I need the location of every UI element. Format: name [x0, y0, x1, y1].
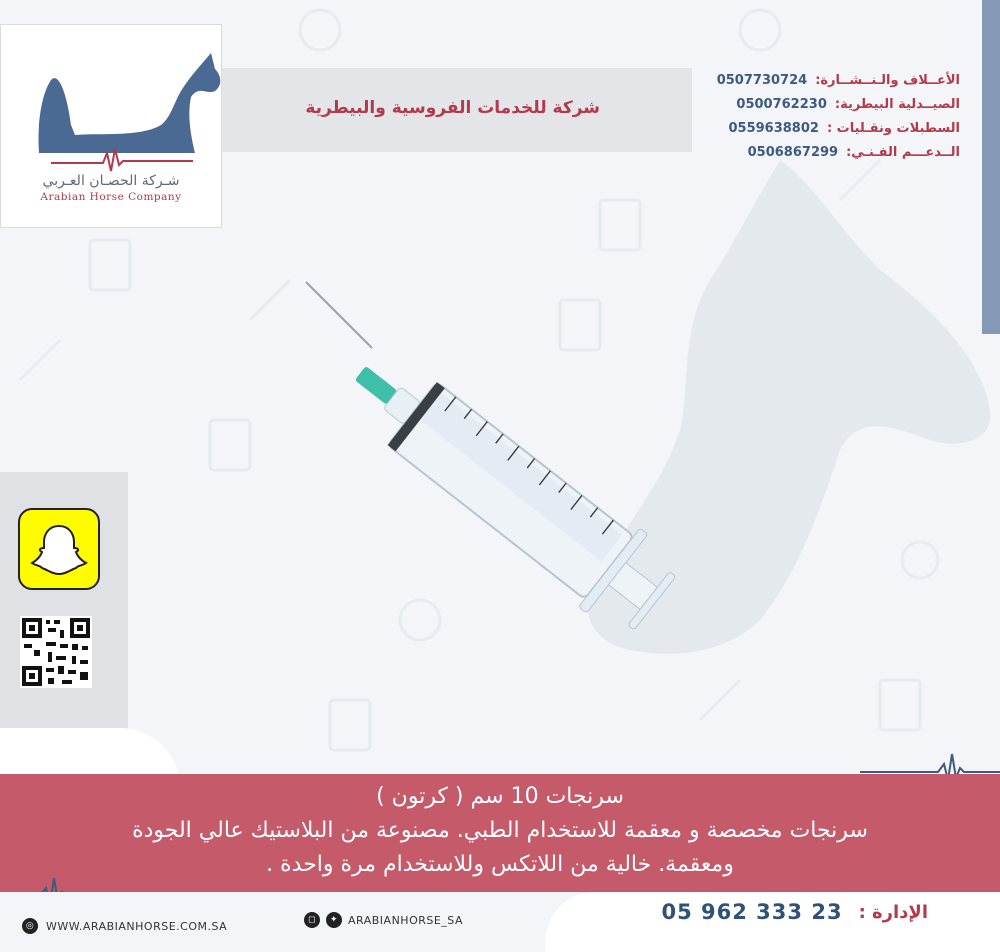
- website-link[interactable]: [22, 918, 227, 934]
- product-title: سرنجات 10 سم ( كرتون ): [376, 784, 624, 809]
- globe-icon: ◎: [22, 918, 38, 934]
- admin-phone-number: 05 962 333 23: [661, 900, 843, 924]
- contact-label: السطبلات ونقـليات :: [826, 120, 960, 136]
- contact-number: 0500762230: [736, 96, 827, 112]
- contact-row-pharmacy[interactable]: [660, 92, 960, 116]
- horse-logo-icon: [1, 25, 223, 175]
- company-logo: [0, 24, 222, 228]
- admin-contact[interactable]: [662, 900, 929, 924]
- instagram-icon: ◻: [304, 912, 320, 928]
- company-title-band: [222, 68, 692, 152]
- social-handle-link[interactable]: [304, 912, 463, 928]
- contact-row-feed[interactable]: [660, 68, 960, 92]
- product-description: سرنجات مخصصة و معقمة للاستخدام الطبي. مصنوعة من البلاستيك عالي الجودة: [132, 818, 868, 843]
- snapchat-icon: [20, 510, 98, 588]
- contact-number: 0506867299: [747, 144, 839, 160]
- contact-number: 0559638802: [728, 120, 819, 136]
- contact-number: 0507730724: [716, 72, 808, 88]
- right-accent-strip: [982, 0, 1000, 334]
- contact-row-stables[interactable]: [660, 116, 960, 140]
- website-url: WWW.ARABIANHORSE.COM.SA: [46, 919, 228, 933]
- logo-english-name: Arabian Horse Company: [40, 191, 182, 203]
- company-title: شركة للخدمات الفروسية والبيطرية: [305, 98, 600, 118]
- product-description-continued: ومعقمة. خالية من اللاتكس وللاستخدام مرة واحدة .: [266, 852, 734, 877]
- contact-row-support[interactable]: [660, 140, 960, 164]
- contact-label: الصيــدلية البيطرية:: [834, 96, 960, 112]
- contact-label: الأعــلاف والـنــشــارة:: [815, 72, 960, 88]
- syringe-product-image: [290, 270, 730, 710]
- qr-code-icon[interactable]: [20, 616, 92, 688]
- product-description-banner: [0, 774, 1000, 892]
- contact-list: [660, 68, 960, 164]
- social-handle: ARABIANHORSE_SA: [348, 913, 464, 927]
- logo-arabic-name: شـركة الحصـان العـربي: [42, 173, 180, 189]
- twitter-icon: ✦: [326, 912, 342, 928]
- contact-label: الــدعـــم الفـنـي:: [846, 144, 960, 160]
- snapchat-code[interactable]: [18, 508, 100, 590]
- admin-label: الإدارة :: [858, 901, 928, 923]
